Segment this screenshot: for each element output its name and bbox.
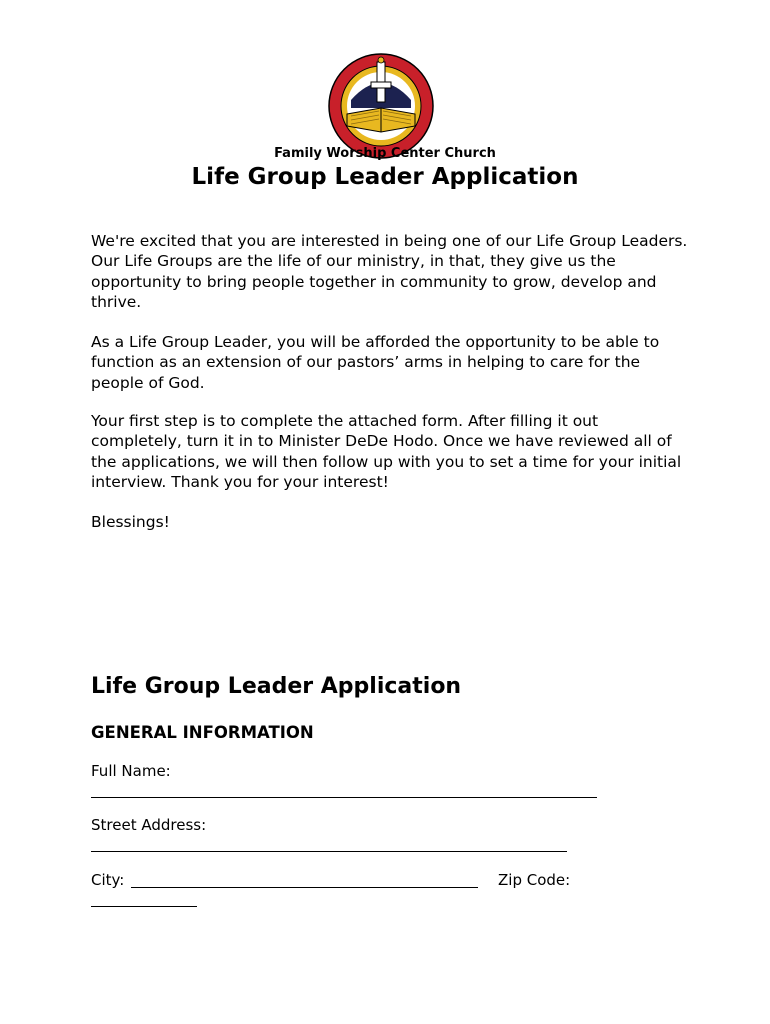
city-label: City: [91,871,125,889]
closing-text: Blessings! [91,513,170,531]
zip-code-label: Zip Code: [498,871,571,889]
full-name-field[interactable] [91,797,597,798]
city-field[interactable] [131,887,478,888]
street-address-field[interactable] [91,851,567,852]
page-title: Life Group Leader Application [191,164,579,190]
zip-code-field[interactable] [91,906,197,907]
form-title: Life Group Leader Application [91,674,462,699]
intro-paragraph: As a Life Group Leader, you will be afforded the opportunity to be able to function as an extension of our pastors’ arms in helping to care for the people of God. [91,333,660,392]
intro-paragraph: We're excited that you are interested in being one of our Life Group Leaders. Our Life Groups are the life of our ministry, in that, they give us the opportunity to bring people together in community to grow, develop and thrive. [91,232,688,311]
street-address-label: Street Address: [91,816,207,834]
church-name: Family Worship Center Church [274,146,496,161]
full-name-label: Full Name: [91,762,171,780]
intro-paragraph: Your first step is to complete the attached form. After filling it out completely, turn it in to Minister DeDe Hodo. Once we have reviewed all of the applications, we will then follow up with you to set a time for your initial interview. Thank you for your interest! [91,412,682,491]
church-seal-logo [327,52,435,160]
section-heading: GENERAL INFORMATION [91,723,314,742]
